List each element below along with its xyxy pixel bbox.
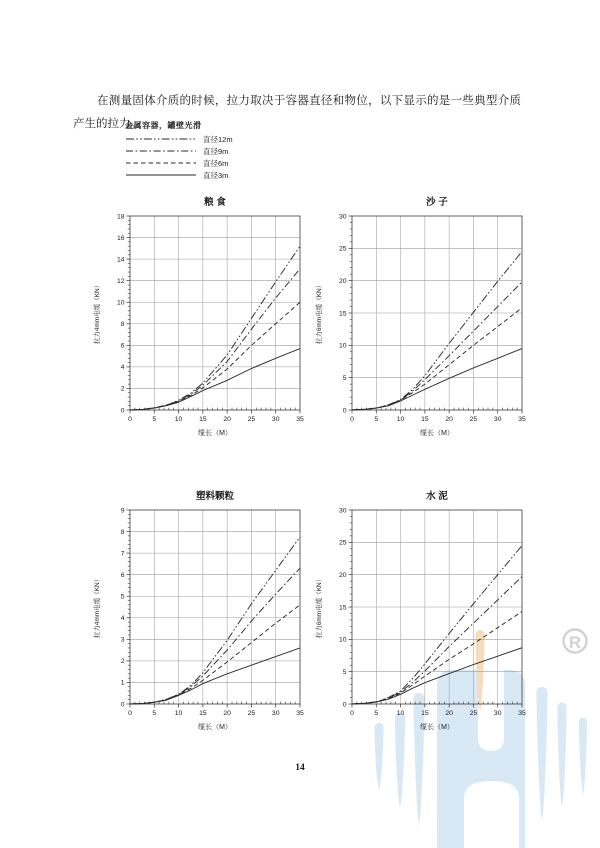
intro-paragraph: 在测量固体介质的时候，拉力取决于容器直径和物位，以下显示的是一些典型介质产生的拉力。 — [73, 94, 521, 130]
svg-text:5: 5 — [374, 416, 379, 423]
legend-line-sample — [125, 146, 199, 156]
svg-text:30: 30 — [493, 416, 502, 423]
svg-text:10: 10 — [396, 710, 405, 717]
page-number: 14 — [295, 763, 305, 773]
series-直径9m — [352, 282, 522, 410]
svg-text:25: 25 — [247, 416, 256, 423]
svg-text:10: 10 — [338, 342, 347, 350]
series-直径9m — [130, 568, 300, 704]
chart-canvas-cement — [308, 486, 540, 738]
svg-text:15: 15 — [199, 710, 207, 717]
svg-text:8: 8 — [120, 321, 125, 329]
series-直径3m — [130, 349, 300, 410]
svg-text:4: 4 — [120, 364, 125, 372]
legend — [125, 120, 233, 181]
svg-text:16: 16 — [116, 234, 125, 242]
chart-canvas-sand — [308, 192, 540, 444]
chart-sand — [308, 192, 540, 444]
x-axis-label: 缆长（M） — [420, 724, 454, 731]
legend-item — [125, 169, 233, 181]
series-直径6m — [130, 302, 300, 410]
svg-text:35: 35 — [518, 710, 526, 717]
x-axis-label: 缆长（M） — [198, 430, 232, 437]
y-axis-label: 拉力6mm电缆（KN） — [316, 575, 323, 639]
chart-cement — [308, 486, 540, 738]
y-axis-label: 拉力4mm电缆（KN） — [94, 281, 101, 345]
svg-text:35: 35 — [296, 416, 304, 423]
legend-item — [125, 145, 233, 157]
chart-title: 沙 子 — [426, 197, 448, 208]
legend-item-label: 直径9m — [203, 146, 229, 156]
chart-canvas-plastic — [86, 486, 318, 738]
svg-text:15: 15 — [338, 604, 347, 612]
svg-text:25: 25 — [247, 710, 256, 717]
series-直径12m — [352, 546, 522, 704]
series-直径9m — [352, 577, 522, 704]
series-直径6m — [130, 605, 300, 704]
svg-text:0: 0 — [128, 710, 132, 717]
svg-text:7: 7 — [120, 550, 125, 558]
svg-text:30: 30 — [271, 416, 280, 423]
svg-text:9: 9 — [120, 507, 125, 515]
legend-item — [125, 133, 233, 145]
svg-text:6: 6 — [120, 342, 125, 350]
svg-text:5: 5 — [342, 374, 347, 382]
series-直径12m — [352, 252, 522, 410]
svg-text:8: 8 — [120, 528, 125, 536]
legend-line-sample — [125, 134, 199, 144]
svg-text:10: 10 — [116, 299, 125, 307]
svg-text:0: 0 — [350, 710, 354, 717]
legend-item-label: 直径6m — [203, 158, 229, 168]
svg-text:10: 10 — [174, 710, 183, 717]
svg-text:15: 15 — [421, 710, 429, 717]
svg-text:25: 25 — [469, 710, 478, 717]
svg-text:5: 5 — [120, 593, 125, 601]
svg-text:2: 2 — [120, 658, 125, 666]
svg-text:25: 25 — [338, 539, 347, 547]
svg-text:30: 30 — [493, 710, 502, 717]
svg-text:10: 10 — [174, 416, 183, 423]
x-axis-label: 缆长（M） — [198, 724, 232, 731]
svg-text:0: 0 — [350, 416, 354, 423]
svg-text:0: 0 — [120, 701, 125, 709]
series-直径9m — [130, 269, 300, 410]
svg-text:R: R — [568, 633, 582, 652]
svg-text:25: 25 — [469, 416, 478, 423]
series-直径3m — [352, 648, 522, 704]
svg-text:3: 3 — [120, 636, 125, 644]
svg-text:5: 5 — [374, 710, 379, 717]
svg-text:20: 20 — [338, 277, 347, 285]
svg-text:10: 10 — [338, 636, 347, 644]
x-axis-label: 缆长（M） — [420, 430, 454, 437]
svg-text:30: 30 — [338, 507, 347, 515]
svg-text:5: 5 — [152, 416, 157, 423]
series-直径3m — [352, 349, 522, 410]
legend-item-label: 直径3m — [203, 170, 229, 180]
svg-text:30: 30 — [271, 710, 280, 717]
legend-header: 金属容器，罐壁光滑 — [125, 121, 202, 130]
svg-text:15: 15 — [421, 416, 429, 423]
svg-text:35: 35 — [296, 710, 304, 717]
svg-text:12: 12 — [116, 277, 125, 285]
svg-text:5: 5 — [152, 710, 157, 717]
svg-text:1: 1 — [120, 679, 125, 687]
y-axis-label: 拉力6mm电缆（KN） — [316, 281, 323, 345]
svg-text:6: 6 — [120, 571, 125, 579]
svg-text:30: 30 — [338, 213, 347, 221]
legend-line-sample — [125, 170, 199, 180]
svg-text:35: 35 — [518, 416, 526, 423]
chart-grain — [86, 192, 318, 444]
svg-text:20: 20 — [338, 571, 347, 579]
svg-text:0: 0 — [128, 416, 132, 423]
svg-text:14: 14 — [116, 256, 125, 264]
svg-text:20: 20 — [445, 416, 453, 423]
chart-canvas-grain — [86, 192, 318, 444]
svg-text:0: 0 — [342, 407, 347, 415]
svg-text:18: 18 — [116, 213, 125, 221]
svg-text:0: 0 — [120, 407, 125, 415]
legend-item-label: 直径12m — [203, 134, 233, 144]
svg-text:2: 2 — [120, 385, 125, 393]
svg-text:4: 4 — [120, 615, 125, 623]
chart-title: 粮 食 — [204, 197, 226, 208]
svg-text:5: 5 — [342, 668, 347, 676]
chart-title: 水 泥 — [426, 491, 448, 502]
svg-text:15: 15 — [199, 416, 207, 423]
chart-plastic — [86, 486, 318, 738]
legend-rows — [125, 133, 233, 181]
svg-text:15: 15 — [338, 310, 347, 318]
y-axis-label: 拉力4mm电缆（KN） — [94, 575, 101, 639]
svg-text:20: 20 — [223, 710, 231, 717]
series-直径6m — [352, 612, 522, 704]
svg-text:20: 20 — [223, 416, 231, 423]
svg-text:10: 10 — [396, 416, 405, 423]
legend-item — [125, 157, 233, 169]
chart-title: 塑料颗粒 — [195, 491, 235, 502]
legend-line-sample — [125, 158, 199, 168]
svg-text:0: 0 — [342, 701, 347, 709]
svg-text:20: 20 — [445, 710, 453, 717]
svg-text:25: 25 — [338, 245, 347, 253]
